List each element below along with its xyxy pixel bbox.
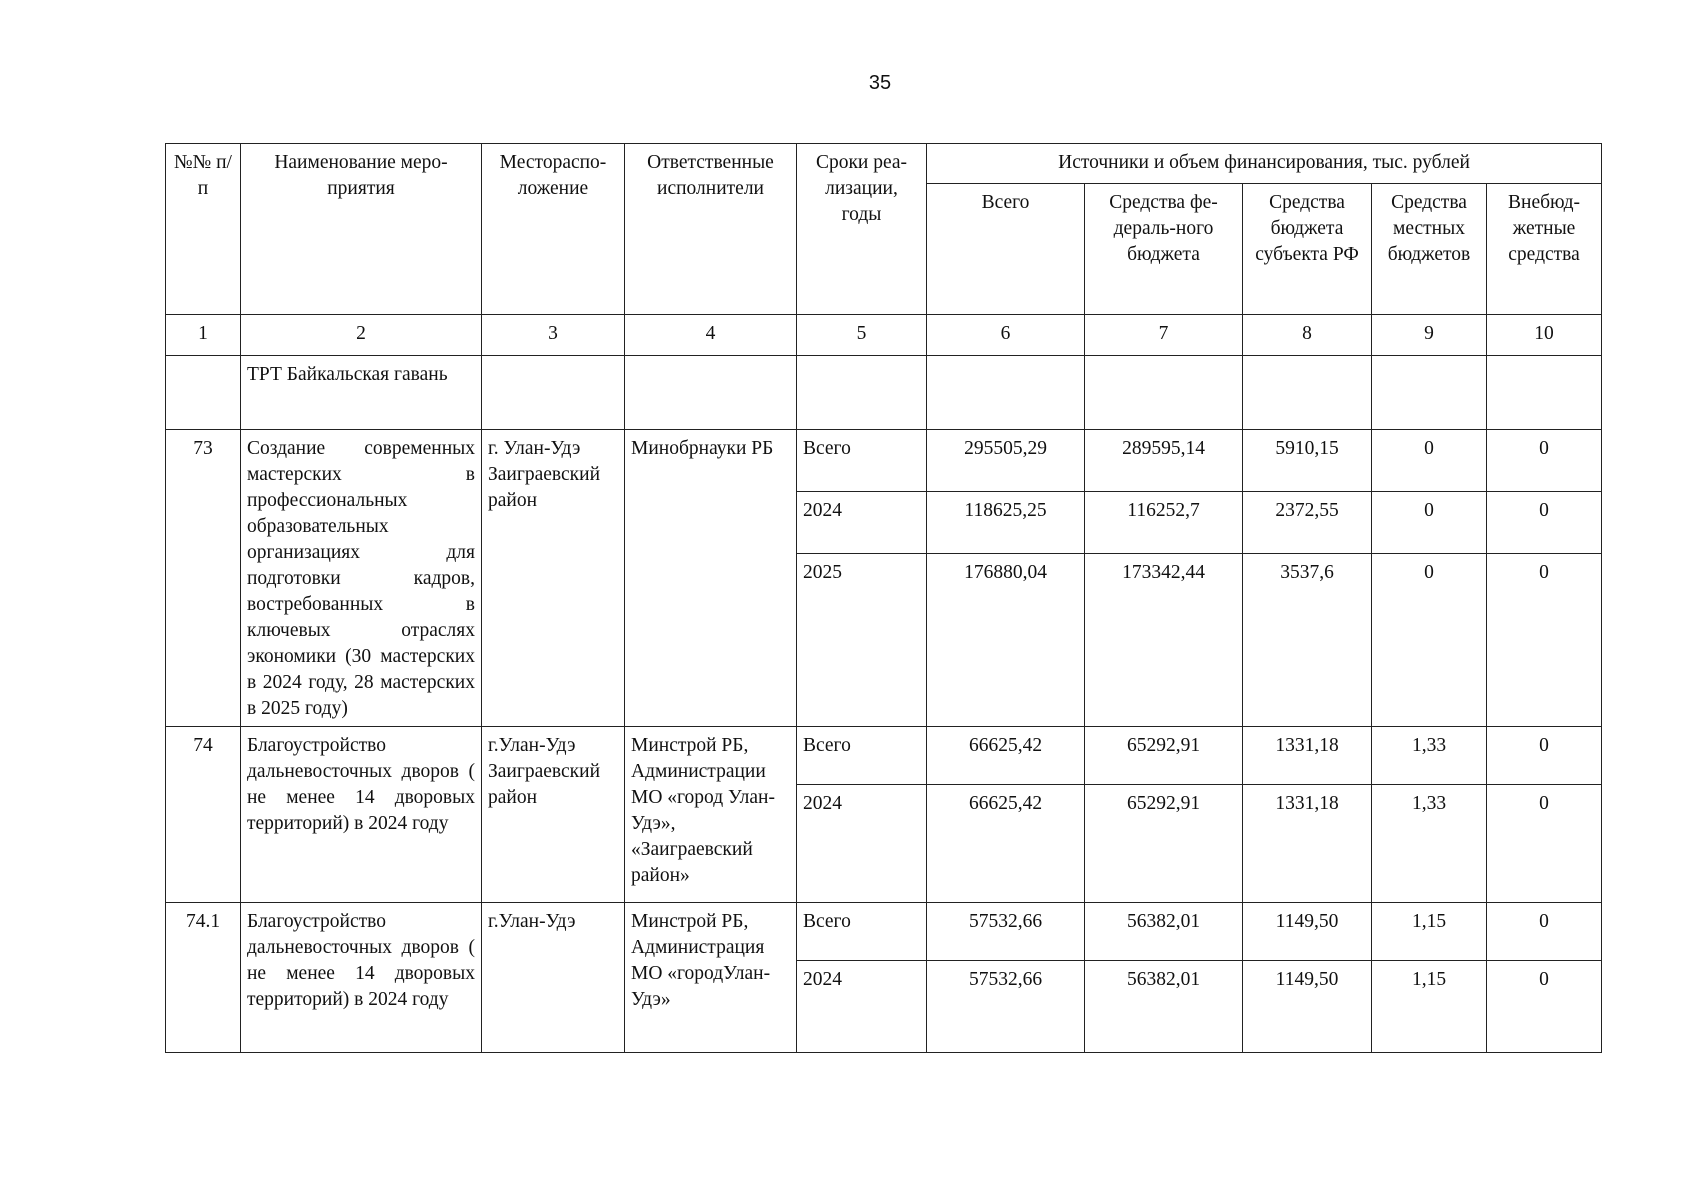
table-row	[166, 430, 1602, 492]
table-row	[166, 903, 1602, 961]
header-executors: Ответственные исполнители	[625, 144, 797, 315]
value-subject: 1331,18	[1243, 785, 1372, 903]
value-offbudget: 0	[1487, 727, 1602, 785]
header-offbudget: Внебюд-жетные средства	[1487, 184, 1602, 315]
item-location: г.Улан-Удэ Заиграевский район	[482, 727, 625, 903]
section-empty	[482, 356, 625, 430]
header-total: Всего	[927, 184, 1085, 315]
section-empty	[1487, 356, 1602, 430]
column-number: 1	[166, 315, 241, 356]
column-number: 7	[1085, 315, 1243, 356]
column-number: 8	[1243, 315, 1372, 356]
value-local: 1,15	[1372, 961, 1487, 1053]
item-year: 2024	[797, 785, 927, 903]
item-executors: Минстрой РБ, Администрации МО «город Улан-Удэ», «Заиграевский район»	[625, 727, 797, 903]
item-name: Благоустройство дальневосточных дворов ( не менее 14 дворовых территорий) в 2024 году	[241, 727, 482, 903]
section-empty	[625, 356, 797, 430]
value-federal: 116252,7	[1085, 491, 1243, 553]
item-location: г. Улан-Удэ Заиграевский район	[482, 430, 625, 727]
header-subject: Средства бюджета субъекта РФ	[1243, 184, 1372, 315]
value-local: 1,15	[1372, 903, 1487, 961]
value-total: 176880,04	[927, 553, 1085, 726]
section-empty	[1085, 356, 1243, 430]
value-subject: 1331,18	[1243, 727, 1372, 785]
header-num: №№ п/п	[166, 144, 241, 315]
value-subject: 1149,50	[1243, 961, 1372, 1053]
value-local: 0	[1372, 491, 1487, 553]
column-number: 5	[797, 315, 927, 356]
column-number: 9	[1372, 315, 1487, 356]
value-total: 66625,42	[927, 785, 1085, 903]
value-subject: 2372,55	[1243, 491, 1372, 553]
value-total: 57532,66	[927, 903, 1085, 961]
value-local: 0	[1372, 553, 1487, 726]
column-number: 10	[1487, 315, 1602, 356]
value-federal: 65292,91	[1085, 727, 1243, 785]
header-local: Средства местных бюджетов	[1372, 184, 1487, 315]
header-federal: Средства фе-дераль-ного бюджета	[1085, 184, 1243, 315]
financing-table	[165, 143, 1602, 1053]
value-local: 1,33	[1372, 727, 1487, 785]
item-number: 73	[166, 430, 241, 727]
value-offbudget: 0	[1487, 785, 1602, 903]
item-year: Всего	[797, 903, 927, 961]
item-name: Создание современных мастерских в профессиональных образовательных организациях для подготовки кадров, востребованных в ключевых отраслях экономики (30 мастерских в 2024 году, 28 мастерских в 2025 году)	[241, 430, 482, 727]
item-year: 2024	[797, 961, 927, 1053]
page-number: 35	[868, 72, 892, 94]
item-number: 74.1	[166, 903, 241, 1053]
item-year: Всего	[797, 430, 927, 492]
section-empty	[927, 356, 1085, 430]
value-offbudget: 0	[1487, 491, 1602, 553]
value-subject: 5910,15	[1243, 430, 1372, 492]
header-name: Наименование меро-приятия	[241, 144, 482, 315]
column-number: 6	[927, 315, 1085, 356]
value-offbudget: 0	[1487, 903, 1602, 961]
column-number: 2	[241, 315, 482, 356]
value-federal: 65292,91	[1085, 785, 1243, 903]
value-offbudget: 0	[1487, 961, 1602, 1053]
value-offbudget: 0	[1487, 430, 1602, 492]
header-row-top	[166, 144, 1602, 184]
value-federal: 173342,44	[1085, 553, 1243, 726]
item-year: 2025	[797, 553, 927, 726]
value-subject: 1149,50	[1243, 903, 1372, 961]
value-total: 295505,29	[927, 430, 1085, 492]
value-total: 118625,25	[927, 491, 1085, 553]
item-executors: Минобрнауки РБ	[625, 430, 797, 727]
section-empty	[1372, 356, 1487, 430]
value-total: 66625,42	[927, 727, 1085, 785]
item-location: г.Улан-Удэ	[482, 903, 625, 1053]
column-number-row	[166, 315, 1602, 356]
value-federal: 56382,01	[1085, 961, 1243, 1053]
section-empty	[1243, 356, 1372, 430]
value-federal: 56382,01	[1085, 903, 1243, 961]
section-row	[166, 356, 1602, 430]
item-year: Всего	[797, 727, 927, 785]
section-title: ТРТ Байкальская гавань	[241, 356, 482, 430]
table-row	[166, 727, 1602, 785]
value-local: 1,33	[1372, 785, 1487, 903]
section-empty	[797, 356, 927, 430]
header-location: Местораспо-ложение	[482, 144, 625, 315]
section-empty	[166, 356, 241, 430]
column-number: 4	[625, 315, 797, 356]
item-number: 74	[166, 727, 241, 903]
header-terms: Сроки реа-лизации, годы	[797, 144, 927, 315]
item-executors: Минстрой РБ, Администрация МО «городУлан-Удэ»	[625, 903, 797, 1053]
value-subject: 3537,6	[1243, 553, 1372, 726]
value-federal: 289595,14	[1085, 430, 1243, 492]
value-total: 57532,66	[927, 961, 1085, 1053]
header-sources: Источники и объем финансирования, тыс. рублей	[927, 144, 1602, 184]
column-number: 3	[482, 315, 625, 356]
value-offbudget: 0	[1487, 553, 1602, 726]
value-local: 0	[1372, 430, 1487, 492]
item-name: Благоустройство дальневосточных дворов ( не менее 14 дворовых территорий) в 2024 году	[241, 903, 482, 1053]
item-year: 2024	[797, 491, 927, 553]
